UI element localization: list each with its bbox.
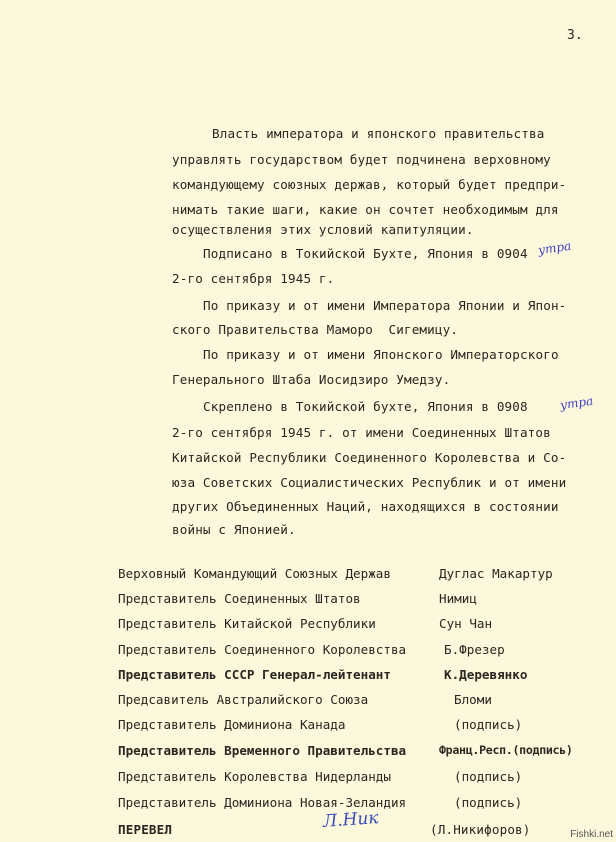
signatory-row [0, 717, 616, 735]
signatory-name: (подпись) [454, 717, 523, 732]
translated-label: ПЕРЕВЕЛ [118, 822, 173, 837]
signatory-name: Бломи [454, 692, 492, 707]
signatory-role: Представитель Китайской Республики [118, 616, 376, 631]
sealed-line: других Объединенных Наций, находящихся в состоянии [172, 499, 559, 514]
staff-line: По приказу и от имени Японского Императорского [203, 347, 559, 362]
watermark: Fishki.net [570, 829, 613, 840]
signatory-name: К.Деревянко [444, 667, 528, 682]
signatory-name: Б.Фрезер [444, 642, 505, 657]
signatory-row [0, 616, 616, 634]
signatory-name: Сун Чан [439, 616, 493, 631]
sealed-line: Китайской Республики Соединенного Королевства и Со- [172, 450, 567, 465]
sealed-line: Скреплено в Токийской бухте, Япония в 0908 [203, 399, 528, 414]
signatory-role: Представитель Королевства Нидерланды [118, 769, 391, 784]
signed-line: Подписано в Токийской Бухте, Япония в 0904 [203, 246, 528, 261]
signatory-row [0, 667, 616, 685]
signed-line: 2-го сентября 1945 г. [172, 271, 335, 286]
sealed-line: 2-го сентября 1945 г. от имени Соединенных Штатов [172, 425, 551, 440]
signatory-row [0, 566, 616, 584]
signatory-row [0, 642, 616, 660]
signatory-row [0, 769, 616, 787]
signatory-row [0, 692, 616, 710]
signatory-name: Франц.Респ.(подпись) [439, 743, 573, 757]
signatory-role: Предсавитель Австралийского Союза [118, 692, 369, 707]
signatory-name: (подпись) [454, 795, 523, 810]
signatory-row [0, 591, 616, 609]
signatory-row [0, 795, 616, 813]
signatory-role: Представитель Доминиона Новая-Зеландия [118, 795, 407, 810]
sealed-line: юза Советских Социалистических Республик и от имени [172, 475, 567, 490]
signatory-role: Представитель СССР Генерал-лейтенант [118, 667, 391, 682]
translator-signature: Л.Ник [322, 808, 380, 832]
paragraph-line: Власть императора и японского правительства [212, 126, 545, 141]
paragraph-line: командующему союзных держав, который будет предпри- [172, 177, 567, 192]
page-number: 3. [567, 28, 583, 43]
translator-name: (Л.Никифоров) [430, 822, 531, 837]
signatory-name: Дуглас Макартур [439, 566, 553, 581]
signatory-name: (подпись) [454, 769, 523, 784]
staff-line: Генерального Штаба Иосидзиро Умедзу. [172, 372, 451, 387]
emperor-line: ского Правительства Маморо Сигемицу. [172, 322, 459, 337]
sealed-line: войны с Японией. [172, 522, 296, 537]
signatory-role: Представитель Доминиона Канада [118, 717, 346, 732]
signatory-role: Представитель Соединенных Штатов [118, 591, 361, 606]
handwritten-note: утра [559, 393, 595, 413]
paragraph-line: управлять государством будет подчинена верховному [172, 152, 551, 167]
signatory-row [0, 743, 616, 761]
paragraph-line: нимать такие шаги, какие он сочтет необходимым для [172, 202, 559, 217]
signatory-role: Представитель Соединенного Королевства [118, 642, 407, 657]
handwritten-note: утра [537, 238, 573, 258]
paragraph-line: осуществления этих условий капитуляции. [172, 222, 474, 237]
signatory-name: Нимиц [439, 591, 477, 606]
signatory-role: Верховный Командующий Союзных Держав [118, 566, 391, 581]
emperor-line: По приказу и от имени Императора Японии и Япон- [203, 298, 567, 313]
signatory-role: Представитель Временного Правительства [118, 743, 407, 758]
